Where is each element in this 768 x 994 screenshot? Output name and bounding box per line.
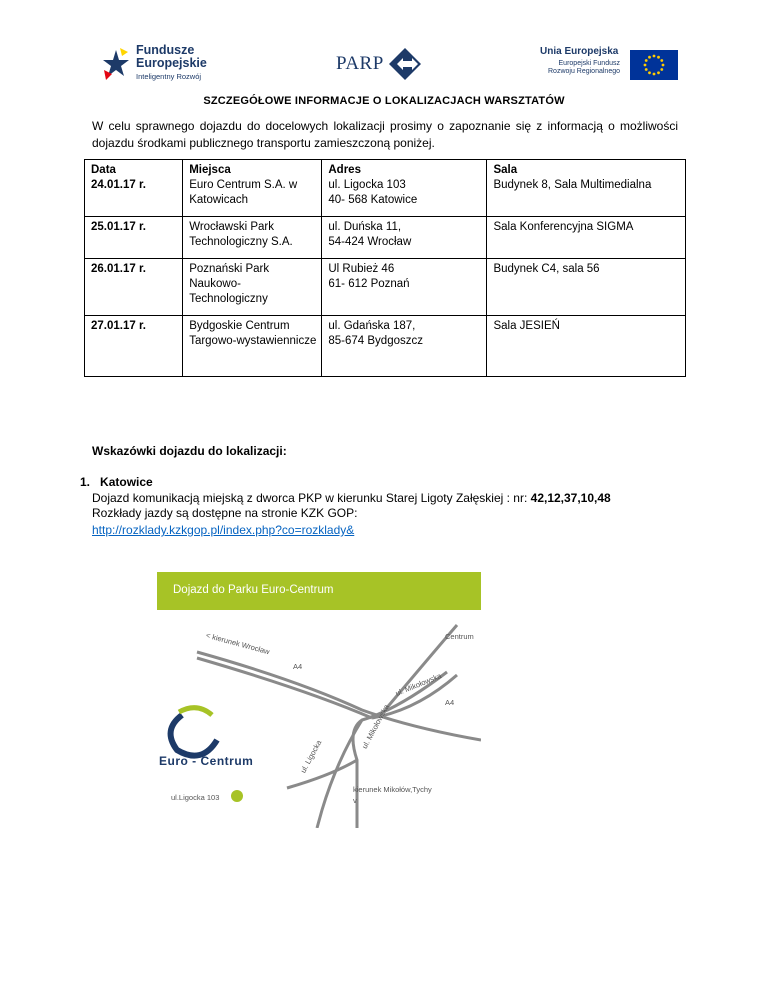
table-cell [487,217,686,259]
row-address-street: ul. Ligocka 103 [328,179,406,191]
row-place: Euro Centrum S.A. w Katowicach [189,179,298,206]
row-address-city: 54-424 Wrocław [328,236,412,248]
row-place: Poznański Park Naukowo-Technologiczny [189,263,270,305]
city-name: Katowice [100,475,153,489]
row-place: Wrocławski Park Technologiczny S.A. [189,221,293,248]
row-room: Budynek 8, Sala Multimedialna [493,179,652,191]
directions-heading: Wskazówki dojazdu do lokalizacji: [92,444,287,458]
map-header [157,572,481,610]
row-date: 25.01.17 r. [91,221,146,233]
parp-arrows-icon [388,47,422,81]
city-number: 1. [80,475,91,489]
euro-centrum-swoosh-accent [179,708,212,715]
ligocka-road [317,720,362,828]
fundusze-europejskie-logo [100,44,250,84]
table-cell [85,316,183,377]
parp-logo [336,47,446,81]
map-label-mikolowska-mid: ul. Mikołowska [359,702,391,751]
euro-centrum-logo-text: Euro - Centrum [159,754,254,768]
header-place: Miejsca [189,164,231,176]
euro-centrum-swoosh [171,715,217,756]
ue-logo-title: Unia Europejska [540,46,619,57]
table-cell [487,316,686,377]
page-title: SZCZEGÓŁOWE INFORMACJE O LOKALIZACJACH WARSZTATÓW [203,95,565,107]
map-label-ligocka-103: ul.Ligocka 103 [171,793,220,802]
ligocka-103-marker [231,790,243,802]
unia-europejska-logo [540,46,680,82]
parp-logo-text: PARP [336,53,384,74]
map-label-mikolow-tychy: kierunek Mikołów,Tychy [353,785,432,794]
map-label-wroclaw: < kierunek Wrocław [204,630,271,657]
timetable-info: Rozkłady jazdy są dostępne na stronie KZK GOP: [92,506,358,520]
table-cell [183,316,322,377]
table-cell [183,160,322,217]
row-date: 24.01.17 r. [91,179,146,191]
eu-funds-star-icon [100,46,132,82]
a4-road-east [197,658,372,718]
header-room: Sala [493,164,518,176]
header-date: Data [91,164,116,176]
table-row [85,316,686,377]
row-room: Sala JESIEŃ [493,320,560,332]
row-date: 26.01.17 r. [91,263,146,275]
intro-paragraph: W celu sprawnego dojazdu do docelowych lokalizacji prosimy o zapoznanie się z informacją o możliwości dojazdu środkami publicznego transportu zamieszczoną poniżej. [92,119,678,150]
ue-logo-subtitle: Europejski Fundusz Rozwoju Regionalnego [548,60,620,75]
table-cell [322,217,487,259]
map-label-a4-right: A4 [445,698,455,707]
table-cell [85,259,183,316]
table-cell [85,217,183,259]
row-address-street: Ul Rubież 46 [328,263,395,275]
header-address: Adres [328,164,361,176]
row-date: 27.01.17 r. [91,320,146,332]
row-address-street: ul. Duńska 11, [328,221,402,233]
table-cell [183,259,322,316]
table-cell [322,259,487,316]
table-row [85,259,686,316]
map-label-ligocka: ul. Ligocka [298,738,324,775]
directions-map [157,572,481,828]
workshop-locations-table [84,159,686,377]
map-label-mikolow-tychy-arrow: v [353,796,357,805]
table-row [85,217,686,259]
map-title: Dojazd do Parku Euro-Centrum [173,584,334,596]
table-cell [487,259,686,316]
transport-text: Dojazd komunikacją miejską z dworca PKP w kierunku Starej Ligoty Załęskiej : nr: [92,491,531,505]
table-cell [487,160,686,217]
row-room: Budynek C4, sala 56 [493,263,600,275]
table-cell [183,217,322,259]
fe-logo-text: Fundusze Europejskie [136,43,207,70]
bus-lines: 42,12,37,10,48 [530,491,611,505]
city-heading [80,475,153,489]
row-room: Sala Konferencyjna SIGMA [493,221,634,233]
row-address-city: 85-674 Bydgoszcz [328,335,423,347]
southwest-road [287,760,357,788]
row-address-city: 40- 568 Katowice [328,194,418,206]
table-cell [322,160,487,217]
fe-logo-subtitle: Inteligentny Rozwój [136,72,202,81]
row-place: Bydgoskie Centrum Targowo-wystawiennicze [189,320,317,347]
a4-road-west [197,652,481,740]
map-label-centrum: Centrum [445,632,474,641]
table-row [85,160,686,217]
map-label-mikolowska-top: ul. Mikołowska [394,671,443,698]
table-cell [85,160,183,217]
table-cell [322,316,487,377]
timetable-link[interactable]: http://rozklady.kzkgop.pl/index.php?co=rozklady& [92,523,355,537]
map-label-a4-left: A4 [293,662,303,671]
transport-info [92,491,611,505]
row-address-city: 61- 612 Poznań [328,278,410,290]
row-address-street: ul. Gdańska 187, [328,320,416,332]
eu-flag-icon [630,50,678,80]
